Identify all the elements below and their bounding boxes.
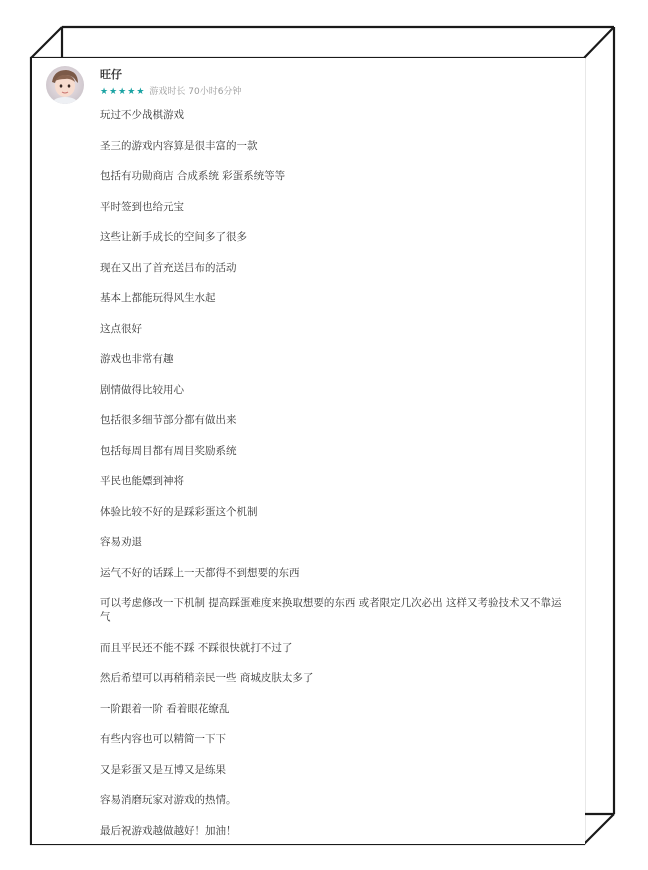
review-line: 容易劝退 [100, 536, 142, 548]
review-line: 可以考虑修改一下机制 提高踩蛋难度来换取想要的东西 或者限定几次必出 这样又考验技术又不靠运气 [100, 597, 562, 623]
review-line: 玩过不少战棋游戏 [100, 109, 184, 121]
review-line: 这些让新手成长的空间多了很多 [100, 231, 247, 243]
star-icon: ★ [118, 87, 127, 97]
review-line: 包括很多细节部分都有做出来 [100, 414, 237, 426]
username[interactable]: 旺仔 [100, 68, 122, 81]
review-line: 包括每周目都有周目奖励系统 [100, 444, 237, 457]
review-line: 现在又出了首充送吕布的活动 [100, 261, 237, 274]
playtime-text: 游戏时长 70小时6分钟 [149, 87, 242, 97]
star-rating [100, 87, 144, 97]
review-line: 最后祝游戏越做越好！加油！ [100, 824, 237, 837]
review-line: 包括有功勋商店 合成系统 彩蛋系统等等 [100, 170, 286, 182]
review-line: 然后希望可以再稍稍亲民一些 商城皮肤太多了 [100, 672, 314, 684]
review-line: 又是彩蛋又是互博又是练果 [100, 763, 226, 776]
review-card [32, 58, 585, 844]
review-line: 游戏也非常有趣 [100, 353, 174, 365]
review-line: 平民也能嫖到神将 [100, 475, 184, 487]
review-text [100, 108, 570, 844]
star-icon: ★ [136, 87, 145, 97]
star-icon: ★ [100, 87, 109, 97]
review-line: 剧情做得比较用心 [100, 383, 184, 396]
rating-row [100, 86, 241, 98]
star-icon: ★ [109, 87, 118, 97]
review-line: 一阶跟着一阶 看着眼花缭乱 [100, 702, 230, 715]
review-line: 平时签到也给元宝 [100, 200, 184, 213]
review-line: 基本上都能玩得风生水起 [100, 292, 216, 304]
review-line: 有些内容也可以精简一下下 [100, 733, 226, 745]
review-line: 容易消磨玩家对游戏的热情。 [100, 794, 237, 806]
review-line: 体验比较不好的是踩彩蛋这个机制 [100, 505, 258, 518]
review-line: 运气不好的话踩上一天都得不到想要的东西 [100, 566, 300, 579]
avatar[interactable] [46, 66, 84, 104]
review-line: 圣三的游戏内容算是很丰富的一款 [100, 139, 258, 152]
star-icon: ★ [127, 87, 136, 97]
review-line: 而且平民还不能不踩 不踩很快就打不过了 [100, 641, 293, 654]
review-line: 这点很好 [100, 322, 142, 335]
